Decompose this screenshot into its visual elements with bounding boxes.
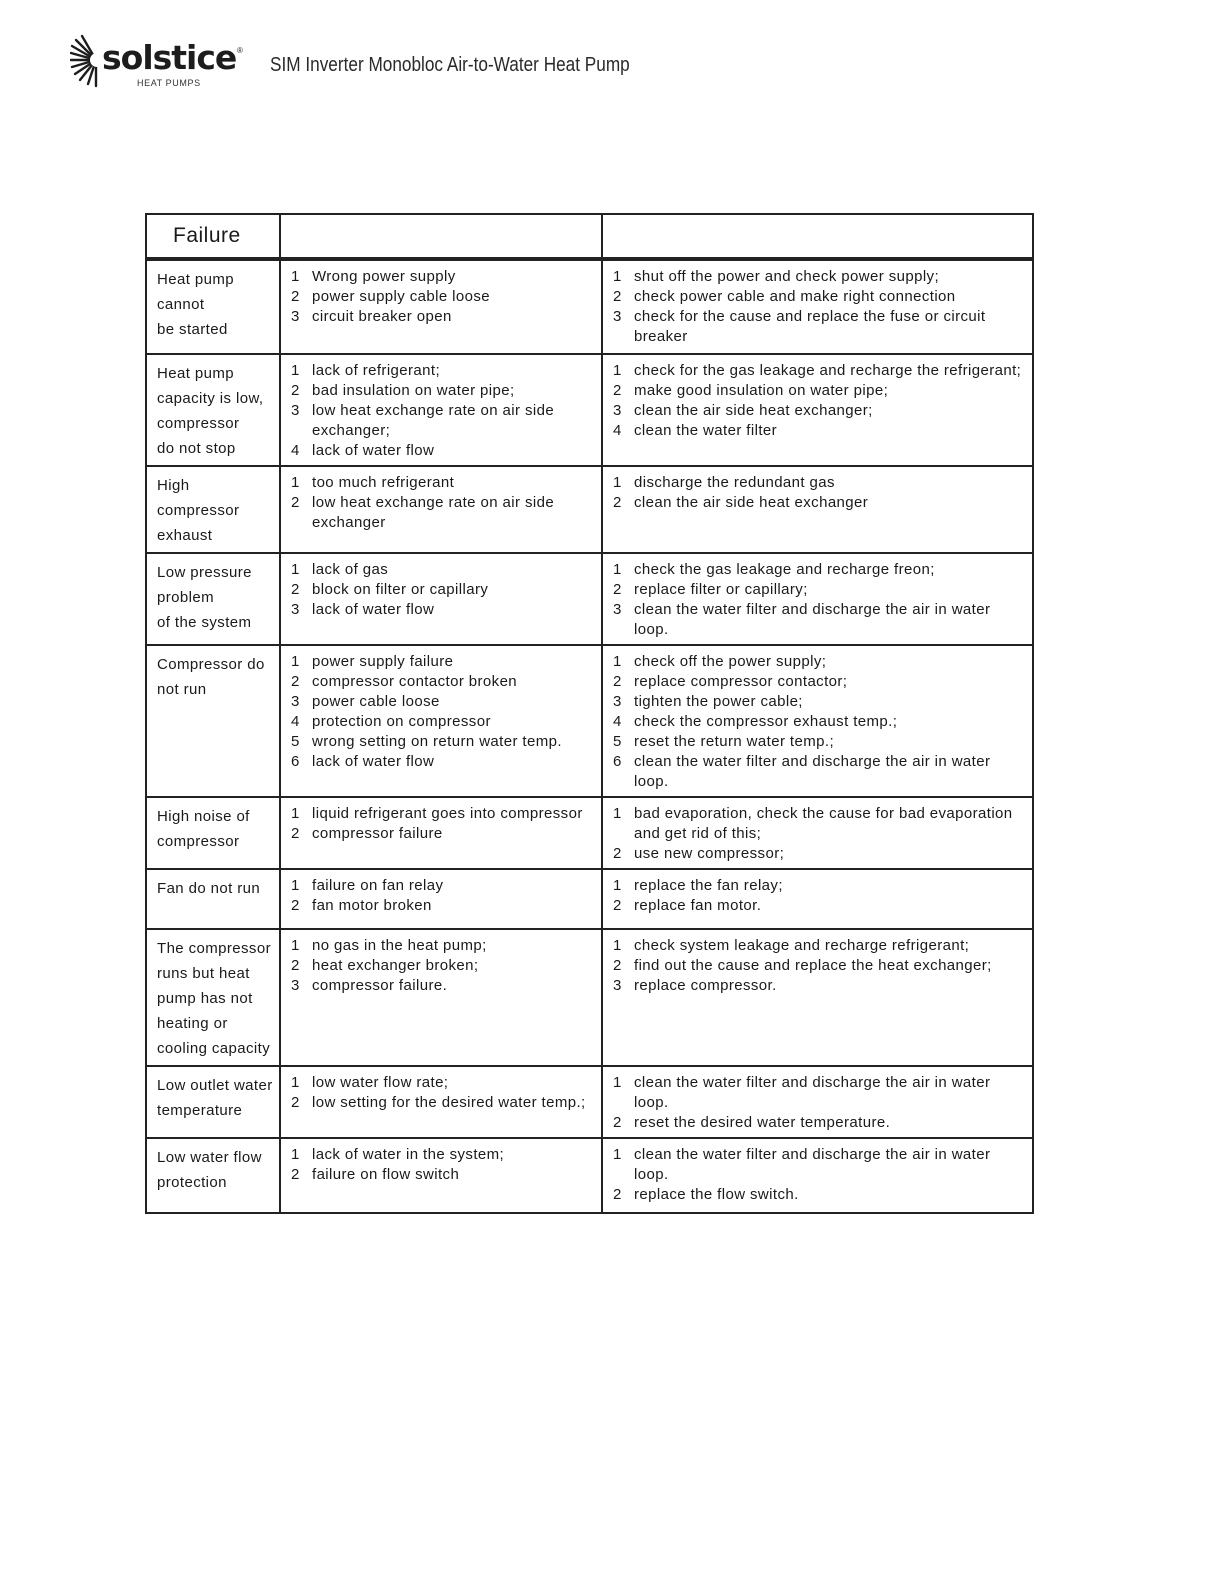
item-text: replace the fan relay; [634,877,783,894]
table-header-row [146,214,1033,259]
item-number: 2 [291,581,300,598]
item-number: 1 [291,877,300,894]
cause-item [291,732,595,752]
solution-item [613,976,1026,996]
item-number: 5 [291,733,300,750]
item-number: 4 [291,442,300,459]
item-text: failure on flow switch [312,1166,460,1183]
item-text: clean the water filter and discharge the air in water loop. [634,1074,991,1111]
item-number: 1 [291,362,300,379]
item-number: 2 [291,382,300,399]
cause-item [291,956,595,976]
item-number: 3 [613,977,622,994]
item-text: check the compressor exhaust temp.; [634,713,898,730]
cause-list [281,355,601,465]
cause-item [291,1073,595,1093]
item-text: wrong setting on return water temp. [312,733,562,750]
cause-item [291,473,595,493]
item-number: 1 [291,268,300,285]
solution-list [603,467,1032,517]
item-number: 4 [613,713,622,730]
table-row [146,259,1033,354]
item-number: 2 [613,581,622,598]
item-number: 3 [613,402,622,419]
item-text: low water flow rate; [312,1074,449,1091]
troubleshooting-table [145,213,1034,1214]
item-text: clean the water filter [634,422,778,439]
failure-cell: Heat pump capacity is low, compressor do not stop [146,354,280,466]
item-text: too much refrigerant [312,474,455,491]
item-number: 1 [613,561,622,578]
solution-item [613,1073,1026,1113]
cause-cell [280,1066,602,1138]
cause-item [291,712,595,732]
solution-item [613,956,1026,976]
solution-item [613,844,1026,864]
cause-list [281,554,601,624]
solution-cell [602,869,1033,929]
item-number: 4 [613,422,622,439]
item-text: Wrong power supply [312,268,456,285]
item-text: replace the flow switch. [634,1186,799,1203]
failure-cell: Low outlet water temperature [146,1066,280,1138]
item-text: compressor failure. [312,977,448,994]
item-text: clean the air side heat exchanger [634,494,869,511]
solution-item [613,672,1026,692]
solution-item [613,896,1026,916]
solution-item [613,732,1026,752]
item-number: 2 [613,494,622,511]
item-number: 1 [613,1146,622,1163]
item-number: 3 [613,308,622,325]
item-number: 3 [291,693,300,710]
solution-list [603,355,1032,445]
item-text: liquid refrigerant goes into compressor [312,805,583,822]
item-number: 2 [291,825,300,842]
item-text: use new compressor; [634,845,785,862]
item-number: 3 [291,308,300,325]
cause-item [291,1145,595,1165]
item-number: 1 [613,805,622,822]
cause-cell [280,869,602,929]
item-text: fan motor broken [312,897,432,914]
item-text: lack of gas [312,561,389,578]
cause-cell [280,645,602,797]
solution-item [613,493,1026,513]
item-number: 3 [613,601,622,618]
solution-item [613,692,1026,712]
item-number: 3 [291,402,300,419]
item-number: 2 [613,382,622,399]
table-row [146,645,1033,797]
item-text: power supply cable loose [312,288,491,305]
cause-item [291,1165,595,1185]
item-text: clean the water filter and discharge the air in water loop. [634,601,991,638]
cause-cell [280,354,602,466]
solution-list [603,798,1032,868]
cause-cell [280,1138,602,1213]
item-number: 1 [613,1074,622,1091]
item-text: low heat exchange rate on air side exchanger [312,494,555,531]
cause-item [291,600,595,620]
item-text: check system leakage and recharge refrigerant; [634,937,970,954]
solution-item [613,1145,1026,1185]
cause-item [291,401,595,441]
cause-item [291,441,595,461]
item-text: lack of water flow [312,442,435,459]
solution-item [613,473,1026,493]
item-number: 2 [291,288,300,305]
solution-item [613,560,1026,580]
table-row [146,929,1033,1066]
cause-item [291,804,595,824]
cause-list [281,261,601,331]
cause-list [281,870,601,920]
solution-item [613,712,1026,732]
item-text: check the gas leakage and recharge freon; [634,561,935,578]
failure-cell: Low pressure problem of the system [146,553,280,645]
table-row [146,1138,1033,1213]
header-failure: Failure [146,214,280,259]
item-text: shut off the power and check power supply; [634,268,940,285]
cause-list [281,1067,601,1117]
solution-list [603,646,1032,796]
solution-item [613,1185,1026,1205]
item-number: 2 [291,673,300,690]
item-text: lack of water flow [312,601,435,618]
cause-cell [280,466,602,553]
item-text: clean the water filter and discharge the air in water loop. [634,753,991,790]
cause-item [291,381,595,401]
item-number: 3 [291,601,300,618]
item-text: replace compressor. [634,977,777,994]
item-text: replace compressor contactor; [634,673,848,690]
table-row [146,553,1033,645]
solution-item [613,652,1026,672]
solution-item [613,307,1026,347]
item-number: 2 [613,673,622,690]
solution-list [603,554,1032,644]
item-number: 5 [613,733,622,750]
table-row [146,869,1033,929]
item-text: failure on fan relay [312,877,444,894]
solution-item [613,361,1026,381]
solution-item [613,267,1026,287]
item-number: 2 [291,957,300,974]
solution-cell [602,354,1033,466]
cause-item [291,307,595,327]
item-text: low heat exchange rate on air side exchanger; [312,402,555,439]
solution-list [603,870,1032,920]
cause-cell [280,929,602,1066]
solution-list [603,1067,1032,1137]
item-number: 4 [291,713,300,730]
cause-list [281,930,601,1000]
solution-list [603,1139,1032,1209]
item-number: 1 [613,877,622,894]
table-body [146,259,1033,1213]
page-header [70,32,770,92]
cause-item [291,1093,595,1113]
item-number: 1 [291,1146,300,1163]
cause-item [291,672,595,692]
table-row [146,466,1033,553]
solstice-logo [70,32,245,92]
solution-item [613,752,1026,792]
solution-list [603,930,1032,1000]
table-row [146,1066,1033,1138]
solution-cell [602,466,1033,553]
registered-mark: ® [237,46,243,55]
failure-cell: High compressor exhaust [146,466,280,553]
cause-item [291,824,595,844]
item-text: check for the gas leakage and recharge the refrigerant; [634,362,1022,379]
item-text: reset the return water temp.; [634,733,835,750]
failure-cell: The compressor runs but heat pump has not heating or cooling capacity [146,929,280,1066]
item-number: 6 [613,753,622,770]
item-text: power supply failure [312,653,454,670]
solution-item [613,876,1026,896]
item-text: no gas in the heat pump; [312,937,487,954]
item-number: 1 [613,937,622,954]
solution-item [613,600,1026,640]
item-number: 3 [291,977,300,994]
item-text: compressor failure [312,825,443,842]
item-number: 1 [291,937,300,954]
document-title: SIM Inverter Monobloc Air-to-Water Heat Pump [270,54,630,76]
item-number: 2 [291,1166,300,1183]
item-text: replace filter or capillary; [634,581,808,598]
item-text: lack of water in the system; [312,1146,505,1163]
item-number: 2 [613,288,622,305]
item-number: 1 [291,805,300,822]
item-text: lack of refrigerant; [312,362,441,379]
item-text: circuit breaker open [312,308,452,325]
item-text: make good insulation on water pipe; [634,382,889,399]
table-row [146,354,1033,466]
failure-cell: Compressor do not run [146,645,280,797]
cause-cell [280,797,602,869]
item-text: bad insulation on water pipe; [312,382,515,399]
failure-cell: Heat pump cannot be started [146,259,280,354]
solution-cell [602,1138,1033,1213]
failure-cell: Fan do not run [146,869,280,929]
item-number: 2 [613,897,622,914]
item-number: 6 [291,753,300,770]
solution-item [613,804,1026,844]
item-number: 2 [291,494,300,511]
logo-subtitle: HEAT PUMPS [137,78,201,88]
cause-item [291,287,595,307]
solution-cell [602,259,1033,354]
header-cause [280,214,602,259]
cause-item [291,936,595,956]
item-number: 1 [291,1074,300,1091]
cause-list [281,1139,601,1189]
item-number: 1 [613,653,622,670]
item-text: lack of water flow [312,753,435,770]
item-number: 3 [613,693,622,710]
item-text: heat exchanger broken; [312,957,479,974]
item-number: 2 [613,1114,622,1131]
header-solution [602,214,1033,259]
cause-cell [280,553,602,645]
item-number: 1 [613,474,622,491]
item-number: 1 [613,268,622,285]
solution-cell [602,553,1033,645]
item-number: 2 [291,1094,300,1111]
cause-item [291,560,595,580]
solution-item [613,287,1026,307]
solution-item [613,401,1026,421]
item-text: block on filter or capillary [312,581,489,598]
cause-list [281,646,601,776]
solution-item [613,580,1026,600]
cause-item [291,896,595,916]
item-number: 1 [291,653,300,670]
cause-item [291,493,595,533]
cause-cell [280,259,602,354]
item-text: clean the air side heat exchanger; [634,402,873,419]
solution-cell [602,1066,1033,1138]
item-number: 1 [291,474,300,491]
cause-item [291,876,595,896]
solution-cell [602,929,1033,1066]
item-number: 2 [291,897,300,914]
item-number: 1 [613,362,622,379]
cause-item [291,652,595,672]
failure-cell: High noise of compressor [146,797,280,869]
item-text: protection on compressor [312,713,491,730]
item-text: power cable loose [312,693,440,710]
cause-list [281,798,601,848]
solution-cell [602,797,1033,869]
item-text: clean the water filter and discharge the air in water loop. [634,1146,991,1183]
item-text: tighten the power cable; [634,693,803,710]
item-number: 2 [613,845,622,862]
failure-cell: Low water flow protection [146,1138,280,1213]
cause-item [291,752,595,772]
item-text: replace fan motor. [634,897,762,914]
cause-item [291,692,595,712]
cause-list [281,467,601,537]
solution-item [613,936,1026,956]
item-text: bad evaporation, check the cause for bad evaporation and get rid of this; [634,805,1013,842]
cause-item [291,361,595,381]
item-text: check off the power supply; [634,653,827,670]
solution-item [613,1113,1026,1133]
solution-item [613,421,1026,441]
item-number: 2 [613,1186,622,1203]
item-text: discharge the redundant gas [634,474,835,491]
item-text: find out the cause and replace the heat exchanger; [634,957,992,974]
item-text: reset the desired water temperature. [634,1114,891,1131]
item-text: compressor contactor broken [312,673,518,690]
solution-list [603,261,1032,351]
cause-item [291,267,595,287]
item-text: check for the cause and replace the fuse or circuit breaker [634,308,986,345]
item-number: 1 [291,561,300,578]
cause-item [291,976,595,996]
solution-cell [602,645,1033,797]
item-text: check power cable and make right connection [634,288,956,305]
cause-item [291,580,595,600]
item-number: 2 [613,957,622,974]
table-row [146,797,1033,869]
logo-wordmark: solstice [102,38,237,77]
solution-item [613,381,1026,401]
item-text: low setting for the desired water temp.; [312,1094,586,1111]
